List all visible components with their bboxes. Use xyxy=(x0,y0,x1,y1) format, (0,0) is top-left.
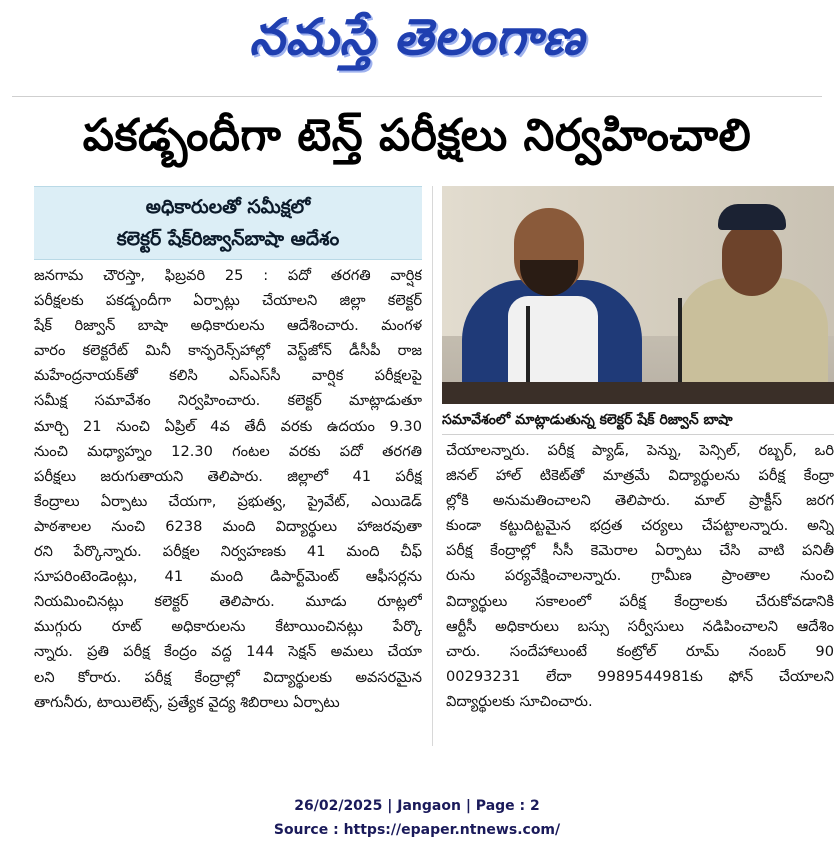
left-column-line: సూపరింటెండెంట్లు, 41 మంది డిపార్ట్‌మెంట్ ఆఫీసర్లను xyxy=(34,568,422,586)
left-column-line: పాఠశాలల నుంచి 6238 మంది విద్యార్థులు హాజరవుతా xyxy=(34,517,422,535)
left-column-line: పరీక్షలు జరుగుతాయని తెలిపారు. జిల్లాలో 41 పరీక్ష xyxy=(34,467,422,485)
subheadline-line-1: అధికారులతో సమీక్షలో xyxy=(145,196,311,218)
left-column-line: తాగునీరు, టాయిలెట్స్, ప్రత్యేక వైద్య శిబిరాలు ఏర్పాటు xyxy=(34,693,340,711)
right-column-line: 00293231 లేదా 9989544981కు ఫోన్ చేయాలని xyxy=(446,667,834,685)
right-column-line: విద్యార్థులు సకాలంలో పరీక్ష కేంద్రాలకు చేరుకోవడానికి xyxy=(446,592,834,610)
left-column xyxy=(34,186,422,774)
subheadline-box xyxy=(34,186,422,260)
left-column-line: షేక్ రిజ్వాన్ బాషా అధికారులను ఆదేశించారు. మంగళ xyxy=(34,317,422,335)
right-column-line: ల్లోకి అనుమతించాలని తెలిపారు. మాల్ ప్రాక్టీస్ జరగ xyxy=(446,492,834,510)
subheadline-line-2: కలెక్టర్ షేక్‌రిజ్వాన్‌బాషా ఆదేశం xyxy=(116,228,340,250)
photo-microphone xyxy=(678,298,682,384)
right-column-line: పరీక్ష కేంద్రాల్లో సీసీ కెమెరాల ఏర్పాటు చేసి వాటి పనితీ xyxy=(446,542,834,560)
right-column-text xyxy=(446,438,834,714)
left-column-line: రని పేర్కొన్నారు. పరీక్షల నిర్వహణకు 41 మంది చీఫ్ xyxy=(34,543,422,561)
left-column-text xyxy=(34,263,422,715)
masthead xyxy=(0,0,834,78)
newspaper-logo: నమస్తే తెలంగాణ xyxy=(249,7,585,66)
right-column-line: రును పర్యవేక్షించాలన్నారు. గ్రామీణ ప్రాంతాల నుంచి xyxy=(446,567,834,585)
photo-table xyxy=(442,382,834,404)
left-column-line: నుంచి మధ్యాహ్నం 12.30 గంటల వరకు పదో తరగతి xyxy=(34,442,422,460)
footer-date-edition: 26/02/2025 | Jangaon | Page : 2 xyxy=(294,798,540,814)
article-headline: పకడ్బందీగా టెన్త్ పరీక్షలు నిర్వహించాలి xyxy=(82,110,752,161)
top-divider xyxy=(12,96,822,97)
left-column-line: లని కోరారు. పరీక్ష కేంద్రాల్లో విద్యార్థులకు అవసరమైన xyxy=(34,668,422,686)
right-column xyxy=(446,438,834,714)
left-column-line: కేంద్రాలు ఏర్పాటు చేయగా, ప్రభుత్వ, ప్రైవేట్, ఎయిడెడ్ xyxy=(34,492,422,510)
left-column-line: మహేంద్రనాయక్‌తో కలిసి ఎస్ఎస్‌సీ వార్షిక పరీక్షలపై xyxy=(34,367,422,385)
left-column-line: న్నారు. ప్రతి పరీక్ష కేంద్రం వద్ద 144 సెక్షన్ అమలు చేయా xyxy=(34,643,422,661)
right-column-line: కుండా కట్టుదిట్టమైన భద్రత చర్యలు చేపట్టాలన్నారు. అన్ని xyxy=(446,517,834,535)
right-column-line: విద్యార్థులకు సూచించారు. xyxy=(446,692,593,710)
left-column-line: ముగ్గురు రూట్ అధికారులను కేటాయించినట్లు పేర్కొ xyxy=(34,618,422,636)
photo-microphone xyxy=(526,306,530,384)
footer-source-link[interactable]: Source : https://epaper.ntnews.com/ xyxy=(273,822,561,838)
left-column-line: పరీక్షలకు పకడ్బందీగా ఏర్పాట్లు చేయాలని జిల్లా కలెక్టర్ xyxy=(34,292,422,310)
left-column-line: వారం కలెక్టరేట్ మినీ కాన్ఫరెన్స్‌హాల్లో వెస్ట్‌జోన్ డీసీపీ రాజ xyxy=(34,342,422,360)
column-divider xyxy=(432,186,433,746)
photo-police-officer-head xyxy=(722,222,782,296)
page-footer xyxy=(0,794,834,842)
left-column-line: సమీక్ష సమావేశం నిర్వహించారు. కలెక్టర్ మాట్లాడుతూ xyxy=(34,392,422,410)
left-column-line: జనగామ చౌరస్తా, ఫిబ్రవరి 25 : పదో తరగతి వార్షిక xyxy=(34,267,422,284)
right-column-line: చారు. సందేహాలుంటే కంట్రోల్ రూమ్ నంబర్ 90 xyxy=(446,642,834,660)
right-column-line: ఆర్టీసీ అధికారులు బస్సు సర్వీసులు నడిపించాలని ఆదేశిం xyxy=(446,617,834,635)
left-column-line: మార్చి 21 నుంచి ఏప్రిల్ 4వ తేదీ వరకు ఉదయం 9.30 xyxy=(34,417,422,435)
photo-caption: సమావేశంలో మాట్లాడుతున్న కలెక్టర్ షేక్ రిజ్వాన్ బాషా xyxy=(442,406,834,435)
photo-police-cap xyxy=(718,204,786,230)
article-photo xyxy=(442,186,834,404)
right-column-line: చేయాలన్నారు. పరీక్ష ప్యాడ్, పెన్ను, పెన్సిల్, రబ్బర్, ఒరి xyxy=(446,442,834,459)
left-column-line: నియమించినట్లు కలెక్టర్ తెలిపారు. మూడు రూట్లలో xyxy=(34,593,422,611)
right-column-line: జినల్ హాల్ టికెట్‌తో మాత్రమే విద్యార్థులను పరీక్ష కేంద్రా xyxy=(446,467,834,485)
